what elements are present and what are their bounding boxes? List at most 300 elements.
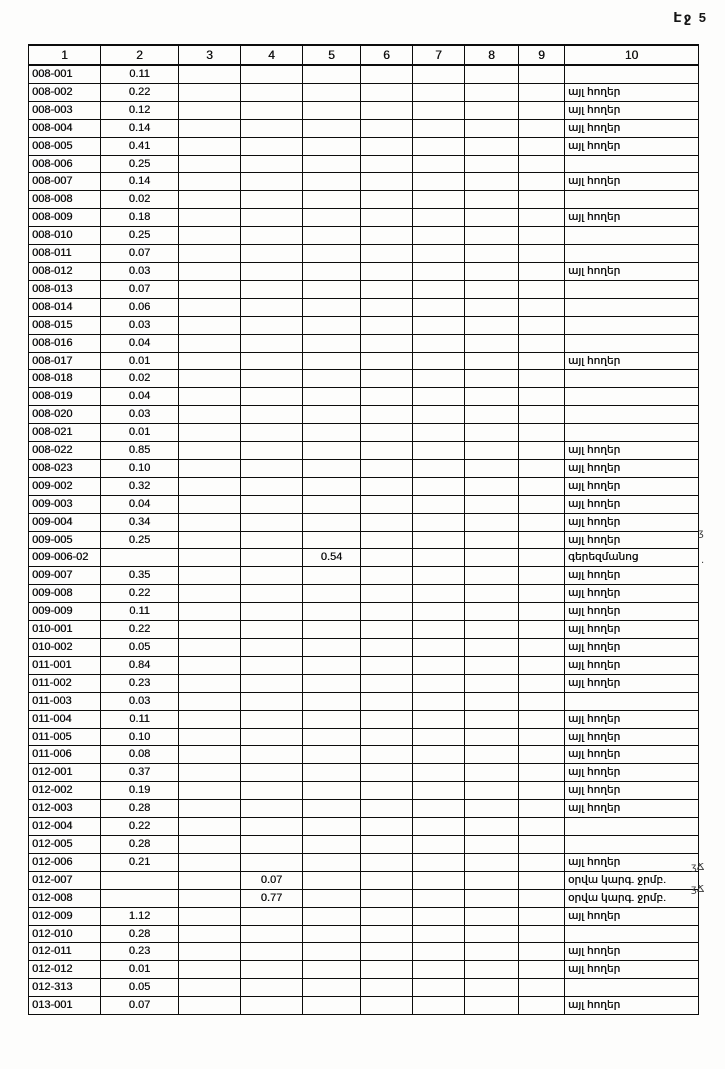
- cell-col-8: [465, 549, 519, 567]
- cell-col-5: [303, 209, 361, 227]
- cell-col-10: [565, 388, 699, 406]
- table-row: [29, 227, 699, 245]
- cell-col-9: [519, 155, 565, 173]
- cell-col-5: [303, 531, 361, 549]
- cell-col-10: այլ հողեր: [565, 603, 699, 621]
- cell-col-6: [361, 961, 413, 979]
- cell-col-5: [303, 853, 361, 871]
- cell-col-8: [465, 835, 519, 853]
- cell-col-5: [303, 871, 361, 889]
- table-row: [29, 513, 699, 531]
- cell-col-10: այլ հողեր: [565, 746, 699, 764]
- cell-col-2: 0.14: [101, 173, 179, 191]
- cell-col-1: 009-002: [29, 477, 101, 495]
- cell-col-9: [519, 424, 565, 442]
- header-col-3: 3: [179, 45, 241, 65]
- cell-col-3: [179, 979, 241, 997]
- cell-col-3: [179, 871, 241, 889]
- cell-col-7: [413, 262, 465, 280]
- cell-col-2: 0.22: [101, 621, 179, 639]
- cell-col-2: 0.10: [101, 728, 179, 746]
- cell-col-6: [361, 513, 413, 531]
- cell-col-8: [465, 83, 519, 101]
- cell-col-2: 0.41: [101, 137, 179, 155]
- cell-col-5: [303, 603, 361, 621]
- cell-col-1: 008-009: [29, 209, 101, 227]
- cell-col-1: 008-008: [29, 191, 101, 209]
- cell-col-10: այլ հողեր: [565, 513, 699, 531]
- cell-col-8: [465, 119, 519, 137]
- cell-col-7: [413, 871, 465, 889]
- cell-col-6: [361, 280, 413, 298]
- cell-col-7: [413, 835, 465, 853]
- cell-col-6: [361, 710, 413, 728]
- cell-col-8: [465, 943, 519, 961]
- cell-col-6: [361, 83, 413, 101]
- table-row: [29, 316, 699, 334]
- cell-col-2: 0.10: [101, 459, 179, 477]
- cell-col-9: [519, 656, 565, 674]
- cell-col-3: [179, 298, 241, 316]
- cell-col-8: [465, 298, 519, 316]
- cell-col-7: [413, 674, 465, 692]
- cell-col-8: [465, 639, 519, 657]
- cell-col-6: [361, 567, 413, 585]
- cell-col-3: [179, 424, 241, 442]
- cell-col-8: [465, 710, 519, 728]
- cell-col-4: [241, 567, 303, 585]
- cell-col-4: [241, 388, 303, 406]
- cell-col-8: [465, 728, 519, 746]
- table-row: [29, 406, 699, 424]
- header-col-4: 4: [241, 45, 303, 65]
- cell-col-6: [361, 262, 413, 280]
- cell-col-6: [361, 835, 413, 853]
- cell-col-6: [361, 352, 413, 370]
- cell-col-9: [519, 567, 565, 585]
- cell-col-7: [413, 119, 465, 137]
- table-row: [29, 674, 699, 692]
- cell-col-3: [179, 925, 241, 943]
- table-header: [29, 45, 699, 65]
- cell-col-8: [465, 280, 519, 298]
- cell-col-9: [519, 388, 565, 406]
- cell-col-3: [179, 674, 241, 692]
- cell-col-1: 011-001: [29, 656, 101, 674]
- cell-col-9: [519, 710, 565, 728]
- cell-col-8: [465, 191, 519, 209]
- cell-col-2: 0.23: [101, 943, 179, 961]
- cell-col-1: 009-007: [29, 567, 101, 585]
- cell-col-4: [241, 997, 303, 1015]
- cell-col-9: [519, 119, 565, 137]
- cell-col-3: [179, 155, 241, 173]
- header-col-5: 5: [303, 45, 361, 65]
- cell-col-3: [179, 370, 241, 388]
- cell-col-1: 008-022: [29, 442, 101, 460]
- table-row: [29, 262, 699, 280]
- cell-col-5: [303, 692, 361, 710]
- cell-col-9: [519, 459, 565, 477]
- cell-col-4: [241, 961, 303, 979]
- table-row: [29, 585, 699, 603]
- table-row: [29, 334, 699, 352]
- cell-col-5: [303, 316, 361, 334]
- cell-col-8: [465, 764, 519, 782]
- cell-col-3: [179, 853, 241, 871]
- cell-col-3: [179, 388, 241, 406]
- cell-col-1: 009-008: [29, 585, 101, 603]
- cell-col-10: այլ հողեր: [565, 352, 699, 370]
- cell-col-7: [413, 549, 465, 567]
- cell-col-9: [519, 853, 565, 871]
- cell-col-4: 0.77: [241, 889, 303, 907]
- cell-col-1: 010-001: [29, 621, 101, 639]
- cell-col-6: [361, 800, 413, 818]
- cell-col-9: [519, 835, 565, 853]
- table-row: [29, 298, 699, 316]
- cell-col-6: [361, 531, 413, 549]
- cell-col-2: 0.04: [101, 388, 179, 406]
- cell-col-6: [361, 674, 413, 692]
- cell-col-1: 009-004: [29, 513, 101, 531]
- cell-col-9: [519, 370, 565, 388]
- table-row: [29, 907, 699, 925]
- cell-col-9: [519, 334, 565, 352]
- cell-col-10: օրվա կարգ. ջրմբ.: [565, 889, 699, 907]
- cell-col-7: [413, 943, 465, 961]
- cell-col-3: [179, 477, 241, 495]
- cell-col-5: [303, 835, 361, 853]
- cell-col-7: [413, 83, 465, 101]
- cell-col-2: 0.22: [101, 818, 179, 836]
- cell-col-9: [519, 889, 565, 907]
- table-row: [29, 746, 699, 764]
- cell-col-1: 009-003: [29, 495, 101, 513]
- table-row: [29, 764, 699, 782]
- cell-col-10: այլ հողեր: [565, 800, 699, 818]
- cell-col-9: [519, 406, 565, 424]
- cell-col-2: 0.04: [101, 495, 179, 513]
- cell-col-7: [413, 979, 465, 997]
- cell-col-4: [241, 191, 303, 209]
- cell-col-5: [303, 710, 361, 728]
- cell-col-1: 008-011: [29, 245, 101, 263]
- cell-col-5: 0.54: [303, 549, 361, 567]
- cell-col-2: 0.03: [101, 692, 179, 710]
- cell-col-10: [565, 424, 699, 442]
- cell-col-7: [413, 567, 465, 585]
- cell-col-1: 012-005: [29, 835, 101, 853]
- cell-col-2: 0.07: [101, 280, 179, 298]
- cell-col-4: [241, 352, 303, 370]
- cell-col-5: [303, 406, 361, 424]
- cell-col-6: [361, 728, 413, 746]
- cell-col-3: [179, 227, 241, 245]
- cell-col-7: [413, 961, 465, 979]
- cell-col-6: [361, 907, 413, 925]
- cell-col-8: [465, 871, 519, 889]
- cell-col-5: [303, 227, 361, 245]
- cell-col-1: 008-002: [29, 83, 101, 101]
- cell-col-4: [241, 442, 303, 460]
- cell-col-4: [241, 155, 303, 173]
- cell-col-7: [413, 728, 465, 746]
- cell-col-10: [565, 65, 699, 83]
- cell-col-5: [303, 639, 361, 657]
- cell-col-7: [413, 65, 465, 83]
- table-row: [29, 567, 699, 585]
- cell-col-8: [465, 245, 519, 263]
- cell-col-10: այլ հողեր: [565, 209, 699, 227]
- cell-col-4: [241, 800, 303, 818]
- cell-col-1: 012-001: [29, 764, 101, 782]
- cell-col-1: 012-002: [29, 782, 101, 800]
- cell-col-6: [361, 191, 413, 209]
- cell-col-9: [519, 280, 565, 298]
- cell-col-5: [303, 567, 361, 585]
- cell-col-5: [303, 298, 361, 316]
- cell-col-10: այլ հողեր: [565, 853, 699, 871]
- cell-col-8: [465, 782, 519, 800]
- cell-col-4: [241, 907, 303, 925]
- cell-col-4: [241, 137, 303, 155]
- cell-col-4: [241, 119, 303, 137]
- cell-col-8: [465, 925, 519, 943]
- cell-col-6: [361, 137, 413, 155]
- cell-col-9: [519, 531, 565, 549]
- cell-col-4: [241, 298, 303, 316]
- cell-col-4: 0.07: [241, 871, 303, 889]
- cell-col-3: [179, 997, 241, 1015]
- cell-col-1: 008-021: [29, 424, 101, 442]
- cell-col-10: [565, 370, 699, 388]
- cell-col-6: [361, 459, 413, 477]
- table-row: [29, 728, 699, 746]
- cell-col-5: [303, 477, 361, 495]
- margin-mark: ʒ: [698, 528, 704, 539]
- cell-col-7: [413, 352, 465, 370]
- cell-col-9: [519, 818, 565, 836]
- cell-col-2: 0.03: [101, 316, 179, 334]
- cell-col-4: [241, 459, 303, 477]
- cell-col-7: [413, 925, 465, 943]
- cell-col-10: այլ հողեր: [565, 621, 699, 639]
- cell-col-10: [565, 227, 699, 245]
- table-body: [29, 65, 699, 1015]
- cell-col-7: [413, 370, 465, 388]
- cell-col-5: [303, 155, 361, 173]
- header-col-2: 2: [101, 45, 179, 65]
- cell-col-10: այլ հողեր: [565, 101, 699, 119]
- cell-col-7: [413, 800, 465, 818]
- cell-col-10: [565, 835, 699, 853]
- cell-col-10: այլ հողեր: [565, 961, 699, 979]
- cell-col-5: [303, 943, 361, 961]
- cell-col-10: այլ հողեր: [565, 585, 699, 603]
- cell-col-9: [519, 603, 565, 621]
- cell-col-7: [413, 155, 465, 173]
- cell-col-5: [303, 101, 361, 119]
- cell-col-7: [413, 316, 465, 334]
- cell-col-6: [361, 298, 413, 316]
- cell-col-7: [413, 889, 465, 907]
- cell-col-10: [565, 298, 699, 316]
- cell-col-1: 008-003: [29, 101, 101, 119]
- cell-col-9: [519, 764, 565, 782]
- cell-col-8: [465, 424, 519, 442]
- cell-col-7: [413, 656, 465, 674]
- cell-col-1: 012-003: [29, 800, 101, 818]
- cell-col-4: [241, 262, 303, 280]
- cell-col-8: [465, 155, 519, 173]
- cell-col-6: [361, 119, 413, 137]
- cell-col-2: [101, 871, 179, 889]
- cell-col-7: [413, 513, 465, 531]
- cell-col-3: [179, 209, 241, 227]
- cell-col-10: այլ հողեր: [565, 728, 699, 746]
- cell-col-9: [519, 800, 565, 818]
- cell-col-6: [361, 871, 413, 889]
- cell-col-8: [465, 603, 519, 621]
- cell-col-9: [519, 262, 565, 280]
- cell-col-6: [361, 209, 413, 227]
- cell-col-3: [179, 334, 241, 352]
- cell-col-2: 0.11: [101, 65, 179, 83]
- cell-col-8: [465, 137, 519, 155]
- cell-col-7: [413, 209, 465, 227]
- cell-col-3: [179, 728, 241, 746]
- cell-col-7: [413, 746, 465, 764]
- cell-col-2: 0.22: [101, 585, 179, 603]
- cell-col-3: [179, 818, 241, 836]
- cell-col-4: [241, 406, 303, 424]
- cell-col-4: [241, 782, 303, 800]
- cell-col-1: 008-013: [29, 280, 101, 298]
- table-row: [29, 800, 699, 818]
- cell-col-9: [519, 925, 565, 943]
- cell-col-5: [303, 764, 361, 782]
- cell-col-8: [465, 818, 519, 836]
- cell-col-5: [303, 513, 361, 531]
- cell-col-9: [519, 674, 565, 692]
- table-row: [29, 997, 699, 1015]
- cell-col-1: 008-005: [29, 137, 101, 155]
- cell-col-8: [465, 495, 519, 513]
- cell-col-6: [361, 853, 413, 871]
- table-row: [29, 782, 699, 800]
- cell-col-2: 1.12: [101, 907, 179, 925]
- cell-col-9: [519, 692, 565, 710]
- cell-col-2: 0.04: [101, 334, 179, 352]
- table-row: [29, 442, 699, 460]
- cell-col-6: [361, 65, 413, 83]
- cell-col-10: այլ հողեր: [565, 997, 699, 1015]
- cell-col-4: [241, 227, 303, 245]
- cell-col-4: [241, 585, 303, 603]
- cell-col-2: 0.35: [101, 567, 179, 585]
- cell-col-4: [241, 818, 303, 836]
- cell-col-1: 009-009: [29, 603, 101, 621]
- cell-col-9: [519, 227, 565, 245]
- cell-col-6: [361, 603, 413, 621]
- cell-col-2: 0.01: [101, 352, 179, 370]
- cell-col-3: [179, 835, 241, 853]
- cell-col-2: 0.05: [101, 639, 179, 657]
- cell-col-5: [303, 65, 361, 83]
- cell-col-4: [241, 549, 303, 567]
- cell-col-3: [179, 101, 241, 119]
- cell-col-6: [361, 155, 413, 173]
- cell-col-7: [413, 603, 465, 621]
- cell-col-6: [361, 406, 413, 424]
- cell-col-6: [361, 495, 413, 513]
- cell-col-7: [413, 764, 465, 782]
- cell-col-7: [413, 585, 465, 603]
- table-row: [29, 137, 699, 155]
- cell-col-3: [179, 656, 241, 674]
- cell-col-1: 012-006: [29, 853, 101, 871]
- table-row: [29, 531, 699, 549]
- cell-col-7: [413, 782, 465, 800]
- cell-col-4: [241, 245, 303, 263]
- table-row: [29, 388, 699, 406]
- table-row: [29, 83, 699, 101]
- cell-col-2: 0.37: [101, 764, 179, 782]
- cell-col-4: [241, 370, 303, 388]
- cell-col-8: [465, 907, 519, 925]
- cell-col-2: 0.25: [101, 155, 179, 173]
- cell-col-1: 008-001: [29, 65, 101, 83]
- cell-col-7: [413, 459, 465, 477]
- table-row: [29, 280, 699, 298]
- cell-col-2: 0.19: [101, 782, 179, 800]
- cell-col-1: 012-012: [29, 961, 101, 979]
- cell-col-10: այլ հողեր: [565, 674, 699, 692]
- cell-col-4: [241, 979, 303, 997]
- cell-col-4: [241, 764, 303, 782]
- cell-col-3: [179, 746, 241, 764]
- cell-col-6: [361, 692, 413, 710]
- cell-col-9: [519, 477, 565, 495]
- cell-col-6: [361, 173, 413, 191]
- table-row: [29, 477, 699, 495]
- cell-col-4: [241, 603, 303, 621]
- cell-col-2: [101, 549, 179, 567]
- cell-col-9: [519, 245, 565, 263]
- cell-col-6: [361, 764, 413, 782]
- cell-col-5: [303, 979, 361, 997]
- cell-col-10: [565, 925, 699, 943]
- cell-col-9: [519, 495, 565, 513]
- cell-col-10: այլ հողեր: [565, 907, 699, 925]
- cell-col-4: [241, 280, 303, 298]
- cell-col-10: [565, 406, 699, 424]
- cell-col-3: [179, 191, 241, 209]
- cell-col-3: [179, 567, 241, 585]
- table-row: [29, 424, 699, 442]
- table-row: [29, 835, 699, 853]
- cell-col-10: այլ հողեր: [565, 442, 699, 460]
- cell-col-5: [303, 370, 361, 388]
- cell-col-1: 009-006-02: [29, 549, 101, 567]
- cell-col-9: [519, 746, 565, 764]
- cell-col-10: [565, 692, 699, 710]
- cell-col-3: [179, 459, 241, 477]
- cell-col-3: [179, 442, 241, 460]
- table-row: [29, 65, 699, 83]
- cell-col-1: 012-007: [29, 871, 101, 889]
